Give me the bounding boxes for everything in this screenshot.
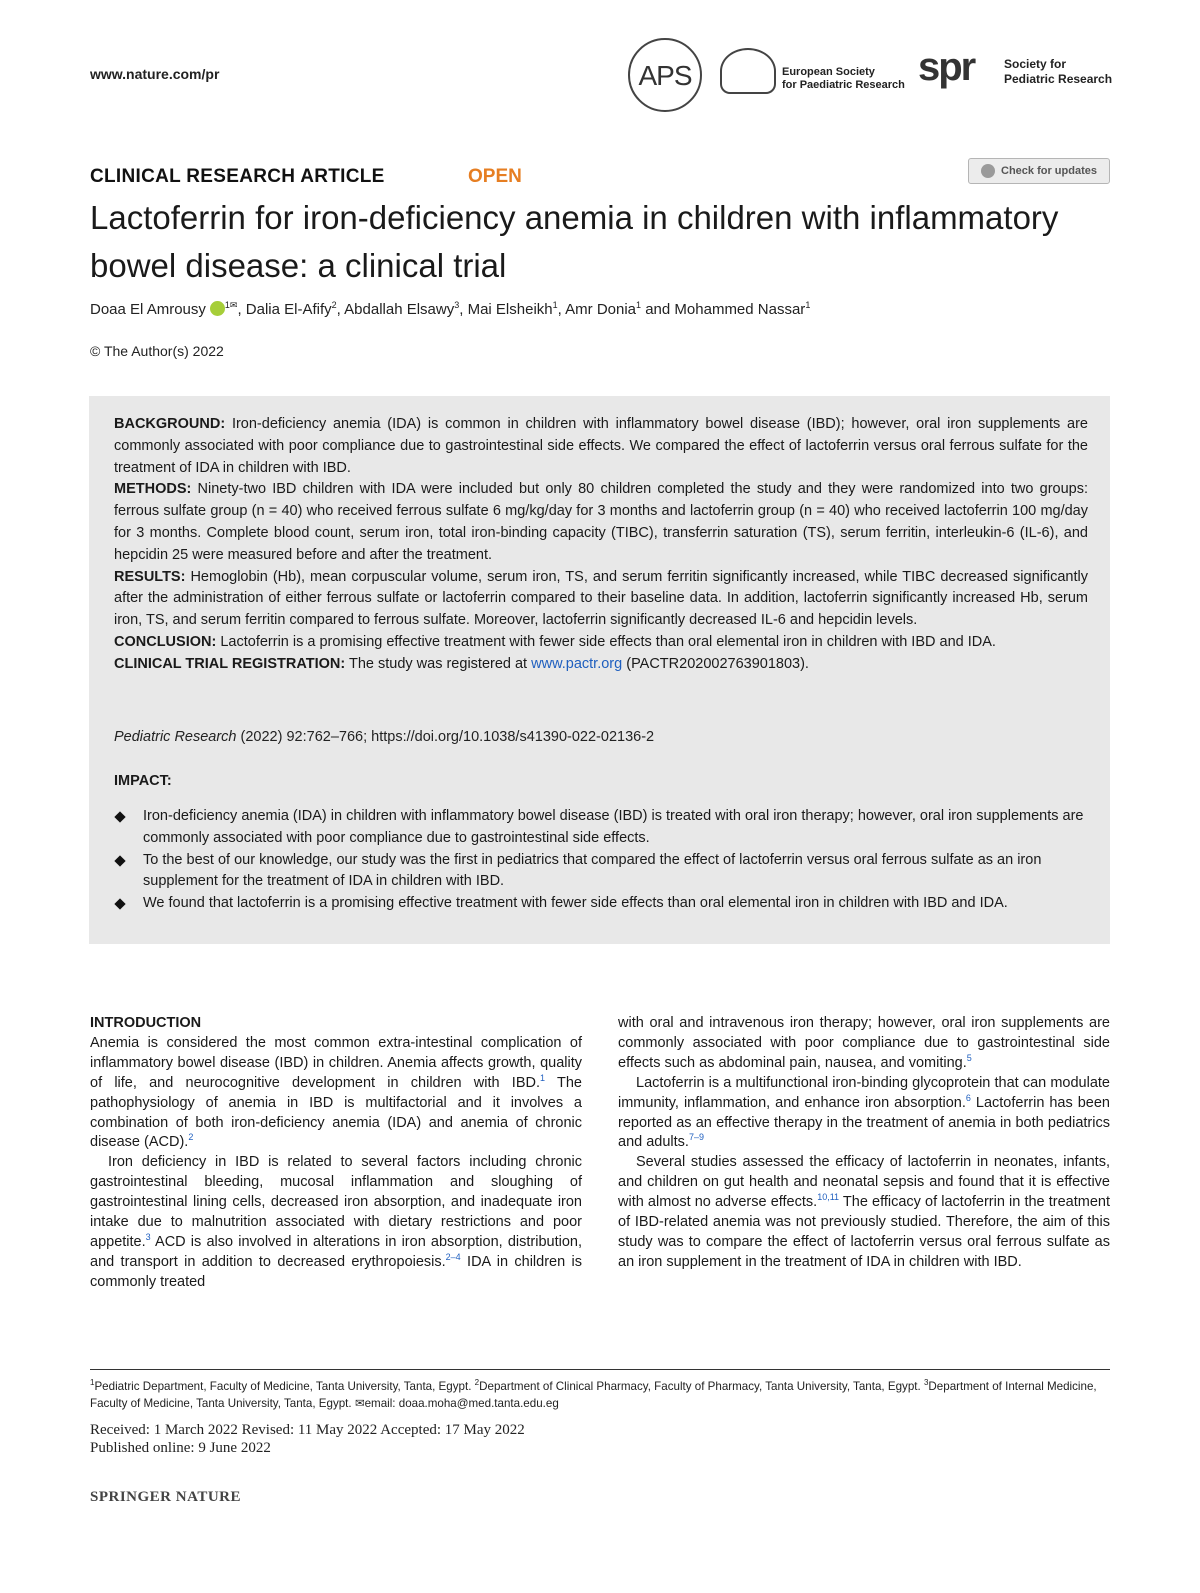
article-type: CLINICAL RESEARCH ARTICLE: [90, 166, 385, 187]
author-affiliation-ref: 2: [331, 300, 337, 310]
copyright: © The Author(s) 2022: [90, 343, 224, 359]
abstract-registration: CLINICAL TRIAL REGISTRATION: The study was registered at www.pactr.org (PACTR202002763901803).: [114, 655, 809, 672]
author-list: Doaa El Amrousy $^{1✉}$, Dalia El-Afify$^2$, Abdallah Elsawy$^3$, Mai Elsheikh$^1$, Amr Donia$^1$ and Mohammed Nassar$^1$: [90, 300, 811, 318]
aps-logo: [628, 38, 702, 112]
list-item: We found that lactoferrin is a promising effective treatment with fewer side effects than oral elemental iron in children with IBD and IDA.: [114, 893, 1088, 915]
author-affiliation-ref: 1: [636, 300, 642, 310]
abstract-methods: METHODS: Ninety-two IBD children with IDA were included but only 80 children completed the study and they were randomized into two groups: ferrous sulfate group (n = 40) who received ferrous sulfate 6 mg/kg/day for 3 months and lactoferrin group (n = 40) who received lactoferrin 100 mg/day for 3 months. Complete blood count, serum iron, total iron-binding capacity (TIBC), transferrin saturation (TS), serum ferritin, interleukin-6 (IL-6), and hepcidin 25 were measured before and after the treatment.: [114, 481, 1088, 563]
list-item: Iron-deficiency anemia (IDA) in children with inflammatory bowel disease (IBD) is treated with oral iron therapy; however, oral iron supplements are commonly associated with poor compliance due to gastrointestinal side effects.: [114, 806, 1088, 850]
pactr-link[interactable]: www.pactr.org: [531, 655, 623, 672]
author-name[interactable]: Amr Donia: [565, 301, 637, 318]
author-name[interactable]: Abdallah Elsawy: [344, 301, 455, 318]
intro-paragraph-1: Anemia is considered the most common extra-intestinal complication of inflammatory bowel disease (IBD) in children. Anemia affects growth, quality of life, and neurocognitive development in children with IBD.$^1$ The pathophysiology of anemia in IBD is multifactorial and it involves a combination of both iron-deficiency anemia (IDA) and anemia of chronic disease (ACD).$^2$: [90, 1034, 582, 1151]
bullet-icon: [114, 811, 125, 822]
abstract-results: RESULTS: Hemoglobin (Hb), mean corpuscular volume, serum iron, TS, and serum ferritin significantly increased, while TIBC decreased significantly after the administration of either ferrous sulfate or lactoferrin compared to their baseline data. In addition, lactoferrin significantly increased Hb, serum iron, TS, and serum ferritin compared to ferrous sulfate. Moreover, lactoferrin significantly decreased IL-6 and hepcidin levels.: [114, 568, 1088, 629]
citation: Pediatric Research (2022) 92:762–766; https://doi.org/10.1038/s41390-022-02136-2: [114, 729, 655, 745]
footnote-divider: [90, 1369, 1110, 1370]
author-affiliation-ref: 3: [454, 300, 460, 310]
intro-paragraph-4: Lactoferrin is a multifunctional iron-binding glycoprotein that can modulate immunity, inflammation, and enhance iron absorption.$^6$ Lactoferrin has been reported as an effective therapy in the treatment of anemia in both pediatrics and adults.$^{7-9}$: [618, 1074, 1110, 1151]
body-column-right: [618, 1014, 1110, 1273]
abstract-box: [89, 396, 1110, 944]
check-updates-icon: [981, 164, 995, 178]
author-name[interactable]: Dalia El-Afify: [245, 301, 332, 318]
abstract-background: BACKGROUND: Iron-deficiency anemia (IDA) is common in children with inflammatory bowel disease (IBD); however, oral iron supplements are commonly associated with poor compliance due to gastrointestinal side effects. We compared the effect of lactoferrin versus oral ferrous sulfate for the treatment of IDA in children with IBD.: [114, 416, 1088, 476]
introduction-heading: INTRODUCTION: [90, 1015, 202, 1031]
reference-link[interactable]: 6: [965, 1092, 971, 1103]
author-name[interactable]: Mai Elsheikh: [467, 301, 553, 318]
affiliations: $^1$Pediatric Department, Faculty of Medicine, Tanta University, Tanta, Egypt. $^2$Department of Clinical Pharmacy, Faculty of Pharmacy, Tanta University, Tanta, Egypt. $^3$Department of Internal Medicine, Faculty of Medicine, Tanta University, Tanta, Egypt. ✉email: doaa.moha@med.tanta.edu.eg: [90, 1378, 1097, 1411]
aps-logo-text: APS: [638, 60, 692, 91]
article-dates: Received: 1 March 2022 Revised: 11 May 2022 Accepted: 17 May 2022 Published online: 9 June 2022: [90, 1422, 525, 1456]
author-affiliation-ref: 1: [805, 300, 811, 310]
impact-heading: IMPACT:: [114, 773, 172, 789]
check-for-updates-button[interactable]: [968, 158, 1110, 184]
reference-link[interactable]: 10,11: [817, 1192, 840, 1203]
intro-paragraph-5: Several studies assessed the efficacy of lactoferrin in neonates, infants, and children on gut health and neonatal sepsis and found that it is effective with almost no adverse effects.$^{10,11}$ The efficacy of lactoferrin in the treatment of IBD-related anemia was not previously studied. Therefore, the aim of this study was to compare the effect of lactoferrin versus oral ferrous sulfate as an iron supplement in the treatment of IDA in children with IBD.: [618, 1154, 1110, 1270]
list-item: To the best of our knowledge, our study was the first in pediatrics that compared the effect of lactoferrin versus oral ferrous sulfate as an iron supplement for the treatment of IDA in children with IBD.: [114, 850, 1088, 894]
impact-list: [114, 806, 1088, 915]
bullet-icon: [114, 899, 125, 910]
open-access-label: OPEN: [468, 166, 522, 187]
reference-link[interactable]: 2–4: [445, 1252, 461, 1263]
email-icon: ✉: [354, 1397, 365, 1411]
espr-logo-text: European Society for Paediatric Research: [782, 66, 905, 91]
spr-logo-mark: spr: [918, 45, 975, 89]
doi-link[interactable]: (2022) 92:762–766; https://doi.org/10.1038/s41390-022-02136-2: [240, 729, 655, 745]
body-column-left: [90, 1014, 582, 1293]
reference-link[interactable]: 7–9: [688, 1132, 704, 1143]
espr-logo: [720, 48, 910, 98]
orcid-icon[interactable]: [210, 301, 225, 316]
corresponding-email[interactable]: email: doaa.moha@med.tanta.edu.eg: [364, 1397, 559, 1411]
espr-logo-mark: [720, 48, 776, 94]
intro-paragraph-3: with oral and intravenous iron therapy; however, oral iron supplements are commonly associated with poor compliance due to gastrointestinal side effects such as abdominal pain, nausea, and vomiting.$^5$: [618, 1015, 1110, 1071]
reference-link[interactable]: 1: [540, 1072, 546, 1083]
author-name[interactable]: Mohammed Nassar: [674, 301, 806, 318]
reference-link[interactable]: 2: [188, 1132, 194, 1143]
article-title: Lactoferrin for iron-deficiency anemia in children with inflammatory bowel disease: a clinical trial: [90, 199, 1059, 284]
spr-logo-text: Society for Pediatric Research: [1004, 57, 1113, 86]
author-affiliation-ref: 1: [552, 300, 558, 310]
intro-paragraph-2: Iron deficiency in IBD is related to several factors including chronic gastrointestinal bleeding, mucosal inflammation and sloughing of gastrointestinal lining cells, decreased iron absorption, and inadequate iron intake due to malnutrition associated with dietary restrictions and poor appetite.$^3$ ACD is also involved in alterations in iron absorption, distribution, and transport in addition to decreased erythropoiesis.$^{2-4}$ IDA in children is commonly treated: [90, 1154, 582, 1290]
check-updates-label: Check for updates: [1001, 165, 1097, 177]
author-name[interactable]: Doaa El Amrousy: [90, 301, 206, 318]
abstract-text: [114, 414, 1088, 676]
bullet-icon: [114, 855, 125, 866]
journal-url[interactable]: www.nature.com/pr: [90, 66, 220, 82]
publisher-logo: SPRINGER NATURE: [90, 1489, 241, 1505]
reference-link[interactable]: 3: [145, 1232, 151, 1243]
author-affiliation-ref: 1✉: [224, 300, 238, 310]
abstract-conclusion: CONCLUSION: Lactoferrin is a promising effective treatment with fewer side effects than oral elemental iron in children with IBD and IDA.: [114, 633, 996, 650]
reference-link[interactable]: 5: [966, 1052, 972, 1063]
spr-logo: [918, 45, 1118, 101]
